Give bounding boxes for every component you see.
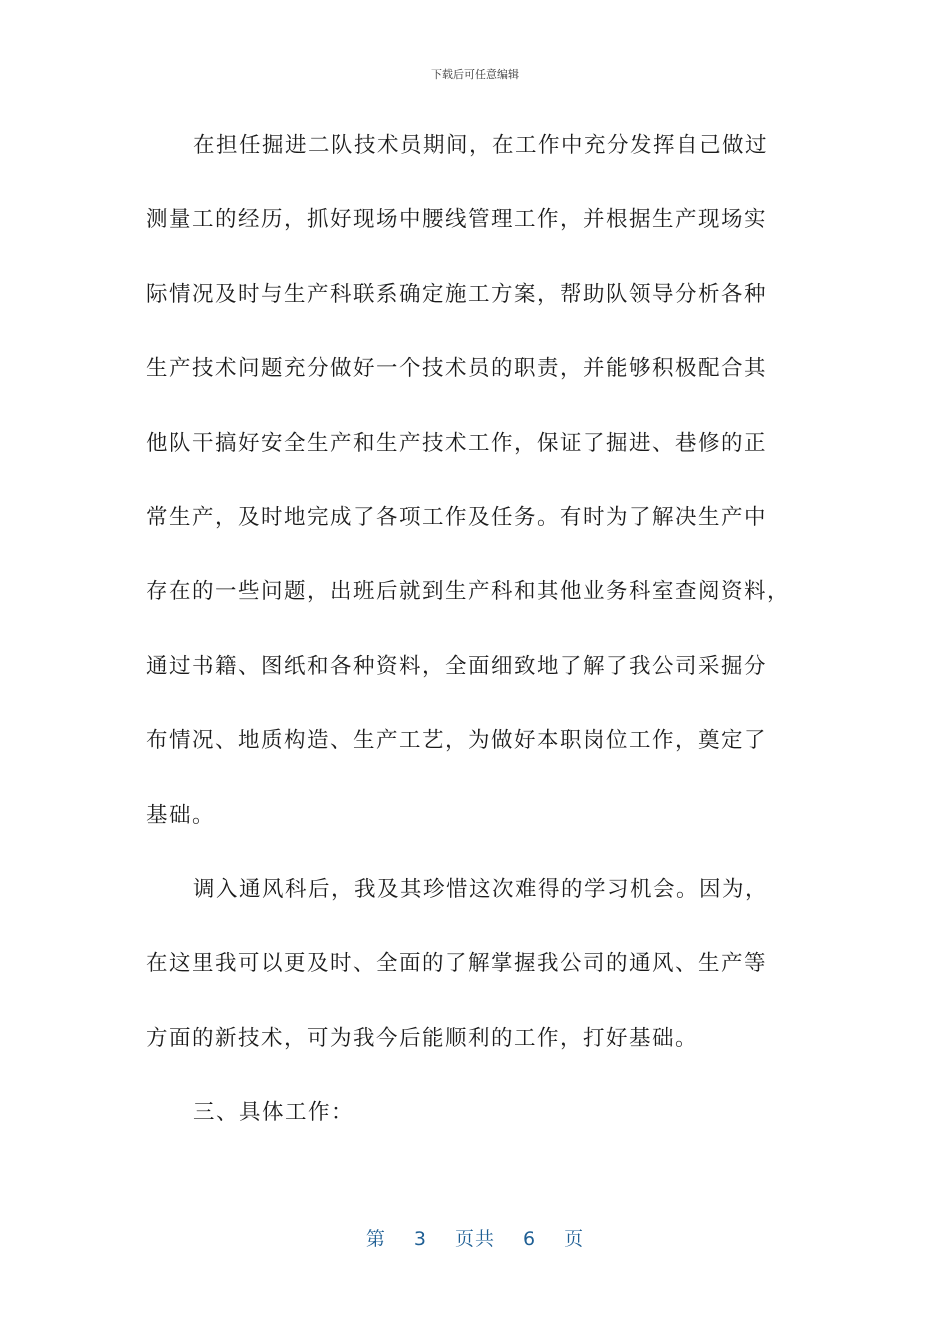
text-line: 常生产，及时地完成了各项工作及任务。有时为了解决生产中 (146, 504, 768, 530)
text-line: 存在的一些问题，出班后就到生产科和其他业务科室查阅资料， (146, 579, 791, 605)
page-middle-text: 页共 (454, 1228, 495, 1250)
text-line: 际情况及时与生产科联系确定施工方案，帮助队领导分析各种 (146, 281, 768, 307)
text-line: 基础。 (146, 802, 216, 828)
text-line: 调入通风科后，我及其珍惜这次难得的学习机会。因为， (193, 876, 769, 902)
text-line: 通过书籍、图纸和各种资料，全面细致地了解了我公司采掘分 (146, 653, 768, 679)
document-body (146, 124, 808, 1165)
text-line: 他队干搞好安全生产和生产技术工作，保证了掘进、巷修的正 (146, 430, 768, 456)
current-page-number: 3 (413, 1228, 427, 1250)
header-note: 下载后可任意编辑 (431, 68, 519, 81)
page-suffix: 页 (564, 1228, 585, 1250)
text-line: 在担任掘进二队技术员期间，在工作中充分发挥自己做过 (193, 133, 769, 158)
page-prefix: 第 (365, 1228, 386, 1250)
text-line: 生产技术问题充分做好一个技术员的职责，并能够积极配合其 (146, 356, 768, 382)
text-line: 在这里我可以更及时、全面的了解掌握我公司的通风、生产等 (146, 951, 768, 977)
page-footer (0, 1224, 950, 1251)
section-heading: 三、具体工作： (193, 1100, 355, 1126)
text-line: 布情况、地质构造、生产工艺，为做好本职岗位工作，奠定了 (146, 728, 768, 754)
text-line: 方面的新技术，可为我今后能顺利的工作，打好基础。 (146, 1025, 699, 1051)
total-pages-number: 6 (523, 1228, 537, 1250)
text-line: 测量工的经历，抓好现场中腰线管理工作，并根据生产现场实 (146, 207, 768, 233)
